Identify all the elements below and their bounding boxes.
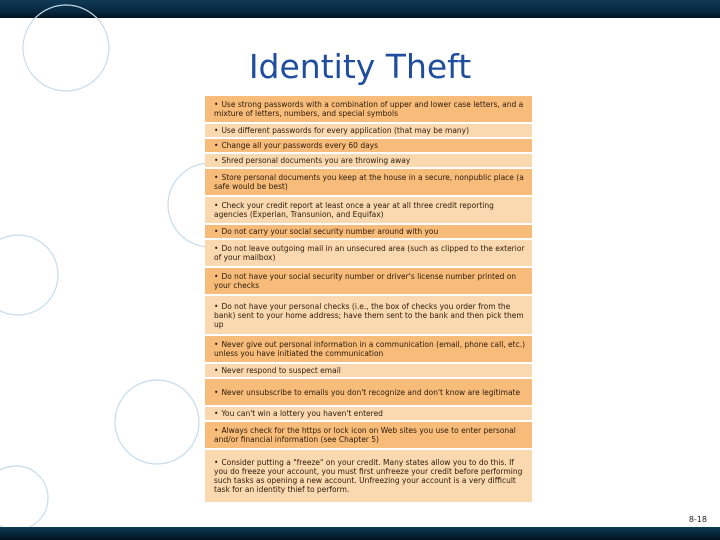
tip-row: [205, 450, 532, 502]
tip-row: [205, 139, 532, 152]
tip-row: [205, 197, 532, 223]
tip-row: [205, 225, 532, 238]
tip-row: [205, 336, 532, 362]
tip-text: • Always check for the https or lock icon on Web sites you use to enter personal and/or financial information (see Chapter 5): [214, 426, 526, 444]
tip-text: • Change all your passwords every 60 days: [214, 141, 378, 150]
deco-circle-1: [23, 5, 109, 91]
tip-text: • Use strong passwords with a combination of upper and lower case letters, and a mixture of letters, numbers, and special symbols: [214, 100, 526, 118]
tip-row: [205, 240, 532, 266]
tip-row: [205, 379, 532, 405]
tip-text: • Never unsubscribe to emails you don't recognize and don't know are legitimate: [214, 388, 520, 397]
page-number: 8-18: [688, 515, 707, 524]
tip-text: • Never respond to suspect email: [214, 366, 341, 375]
tip-text: • Store personal documents you keep at the house in a secure, nonpublic place (a safe would be best): [214, 173, 526, 191]
tip-row: [205, 124, 532, 137]
tip-row: [205, 407, 532, 420]
tip-row: [205, 169, 532, 195]
tip-row: [205, 268, 532, 294]
deco-circle-5: [0, 466, 48, 530]
tip-text: • Do not leave outgoing mail in an unsecured area (such as clipped to the exterior of your mailbox): [214, 244, 526, 262]
tip-text: • Do not have your social security number or driver's license number printed on your checks: [214, 272, 526, 290]
tip-row: [205, 296, 532, 335]
deco-circle-4: [115, 380, 199, 464]
bottom-footer-bar: [0, 527, 720, 540]
tip-text: • You can't win a lottery you haven't entered: [214, 409, 383, 418]
tip-row: [205, 364, 532, 377]
tip-text: • Do not carry your social security number around with you: [214, 227, 438, 236]
identity-theft-tips-table: [205, 96, 532, 502]
tip-text: • Do not have your personal checks (i.e., the box of checks you order from the bank) sent to your home address; have them sent to the bank and then pick them up: [214, 302, 526, 329]
tip-text: • Use different passwords for every application (that may be many): [214, 126, 469, 135]
tip-text: • Check your credit report at least once a year at all three credit reporting agencies (Experian, Transunion, and Equifax): [214, 201, 526, 219]
deco-circle-3: [0, 235, 58, 315]
tip-row: [205, 422, 532, 448]
tip-text: • Never give out personal information in a communication (email, phone call, etc.) unless you have initiated the communication: [214, 340, 526, 358]
tip-row: [205, 96, 532, 122]
tip-text: • Consider putting a "freeze" on your credit. Many states allow you to do this. If you do freeze your account, you must first unfreeze your credit before performing such tasks as opening a new account. Unfreezing your account is a very difficult task for an identity thief to perform.: [214, 458, 526, 494]
tip-text: • Shred personal documents you are throwing away: [214, 156, 410, 165]
tip-row: [205, 154, 532, 167]
slide-title: Identity Theft: [248, 47, 472, 86]
